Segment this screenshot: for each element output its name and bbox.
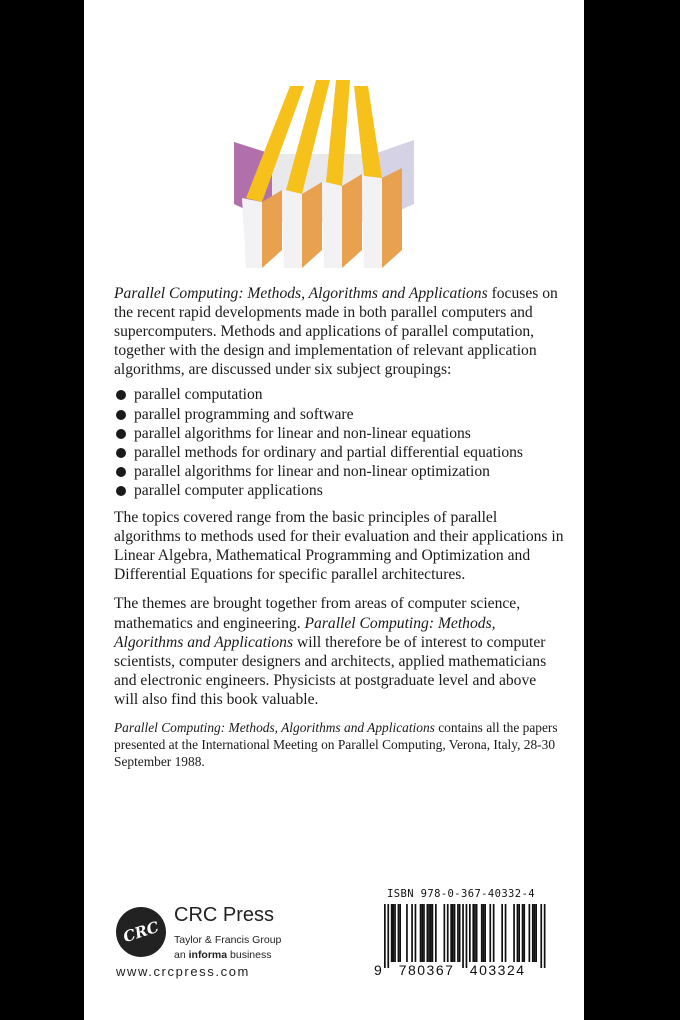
barcode-bar — [535, 904, 537, 962]
publisher-tagline — [174, 949, 271, 961]
isbn-group-2: 403324 — [469, 962, 526, 978]
barcode-bar — [469, 904, 471, 962]
parallel-columns-logo — [232, 72, 416, 268]
barcode-bar — [387, 904, 389, 968]
book-title: Parallel Computing: Methods, Algorithms and Applications — [114, 614, 496, 651]
proceedings-text: contains all the papers presented at the International Meeting on Parallel Computing, Verona, Italy, 28-30 September 1988. — [114, 719, 558, 769]
publisher-url: www.crcpress.com — [116, 964, 250, 979]
barcode-bar — [398, 904, 400, 962]
barcode-bar — [517, 904, 519, 962]
barcode-bar — [534, 904, 536, 962]
isbn-label: ISBN 978-0-367-40332-4 — [387, 888, 535, 900]
bullet-icon — [116, 429, 126, 439]
barcode-bars — [372, 904, 550, 968]
barcode-bar — [544, 904, 546, 968]
barcode-bar — [489, 904, 491, 962]
barcode-bar — [483, 904, 485, 962]
barcode-bar — [529, 904, 531, 962]
logo-col4-orange — [382, 168, 402, 268]
barcode-bar — [518, 904, 520, 962]
tagline-bold: informa — [188, 949, 228, 961]
bullet-icon — [116, 448, 126, 458]
barcode-bar — [432, 904, 434, 962]
isbn-group-1: 780367 — [398, 962, 455, 978]
barcode-bar — [540, 904, 542, 968]
crc-badge-icon: CRC — [109, 900, 172, 963]
barcode-bar — [444, 904, 446, 962]
list-item — [114, 405, 564, 424]
logo-col2-white — [282, 190, 302, 268]
intro-text: focuses on the recent rapid developments made in both parallel computers and supercomputers. Methods and applications of parallel computation, together with the design and implementation of relevant application algorithms, are discussed under six subject groupings: — [114, 285, 558, 379]
barcode-bar — [454, 904, 456, 962]
barcode-bar — [513, 904, 515, 962]
bullet-icon — [116, 410, 126, 420]
barcode-bar — [505, 904, 507, 962]
topic-label: parallel computer applications — [134, 481, 323, 499]
topic-label: parallel algorithms for linear and non-linear optimization — [134, 462, 490, 480]
barcode-bar — [476, 904, 478, 962]
barcode-bar — [423, 904, 425, 962]
bullet-icon — [116, 467, 126, 477]
list-item — [114, 385, 564, 404]
audience-text-b: will therefore be of interest to computer scientists, computer designers and architects, applied mathematicians and electronic engineers. Physicists at postgraduate level and above will also find this book valuable. — [114, 633, 547, 708]
topic-label: parallel programming and software — [134, 405, 354, 423]
barcode-bar — [394, 904, 396, 962]
book-title: Parallel Computing: Methods, Algorithms and Applications — [114, 285, 488, 302]
barcode-bar — [501, 904, 503, 962]
logo-col1-white — [242, 198, 262, 268]
topic-list — [114, 385, 564, 500]
barcode-bar — [522, 904, 524, 962]
isbn-barcode — [372, 888, 550, 984]
logo-col3-white — [322, 182, 342, 268]
isbn-digits — [372, 962, 550, 978]
barcode-bar — [411, 904, 413, 962]
description — [114, 284, 564, 780]
logo-col3-orange — [342, 174, 362, 268]
topic-label: parallel algorithms for linear and non-linear equations — [134, 424, 471, 442]
publisher-name: CRC Press — [174, 904, 275, 926]
barcode-bar — [384, 904, 386, 968]
barcode-bar — [523, 904, 525, 962]
audience-paragraph — [114, 594, 564, 709]
tagline-suffix: business — [227, 949, 272, 961]
logo-col4-white — [362, 174, 382, 268]
barcode-bar — [466, 904, 468, 968]
back-cover — [84, 0, 584, 1020]
audience-text-a: The themes are brought together from areas of computer science, mathematics and engineering. — [114, 595, 521, 632]
bullet-icon — [116, 486, 126, 496]
barcode-bar — [430, 904, 432, 962]
proceedings-note — [114, 719, 564, 770]
publisher-group: Taylor & Francis Group — [174, 934, 282, 946]
barcode-bar — [493, 904, 495, 962]
barcode-bar — [484, 904, 486, 962]
barcode-bar — [474, 904, 476, 962]
list-item — [114, 424, 564, 443]
barcode-bar — [457, 904, 459, 962]
barcode-bar — [393, 904, 395, 962]
barcode-bar — [406, 904, 408, 962]
topic-label: parallel computation — [134, 386, 263, 404]
barcode-bar — [447, 904, 449, 962]
isbn-first-digit: 9 — [374, 962, 384, 978]
barcode-bar — [391, 904, 393, 962]
barcode-bar — [420, 904, 422, 962]
intro-paragraph — [114, 284, 564, 379]
barcode-bar — [421, 904, 423, 962]
barcode-bar — [462, 904, 464, 968]
barcode-bar — [452, 904, 454, 962]
barcode-bar — [532, 904, 534, 962]
bullet-icon — [116, 390, 126, 400]
barcode-bar — [399, 904, 401, 962]
logo-col1-orange — [262, 190, 282, 268]
barcode-bar — [450, 904, 452, 962]
publisher-logo — [116, 904, 296, 984]
list-item — [114, 481, 564, 500]
topic-label: parallel methods for ordinary and partial differential equations — [134, 443, 523, 461]
barcode-bar — [415, 904, 417, 962]
list-item — [114, 462, 564, 481]
barcode-bar — [472, 904, 474, 962]
topics-paragraph: The topics covered range from the basic principles of parallel algorithms to methods used for their evaluation and their applications in Linear Algebra, Mathematical Programming and Optimization and Differential Equations for specific parallel architectures. — [114, 509, 564, 584]
list-item — [114, 443, 564, 462]
barcode-bar — [428, 904, 430, 962]
book-title: Parallel Computing: Methods, Algorithms and Applications — [114, 719, 435, 735]
logo-col2-orange — [302, 182, 322, 268]
barcode-bar — [459, 904, 461, 962]
tagline-prefix: an — [174, 949, 189, 961]
barcode-bar — [481, 904, 483, 962]
barcode-bar — [427, 904, 429, 962]
barcode-bar — [435, 904, 437, 962]
